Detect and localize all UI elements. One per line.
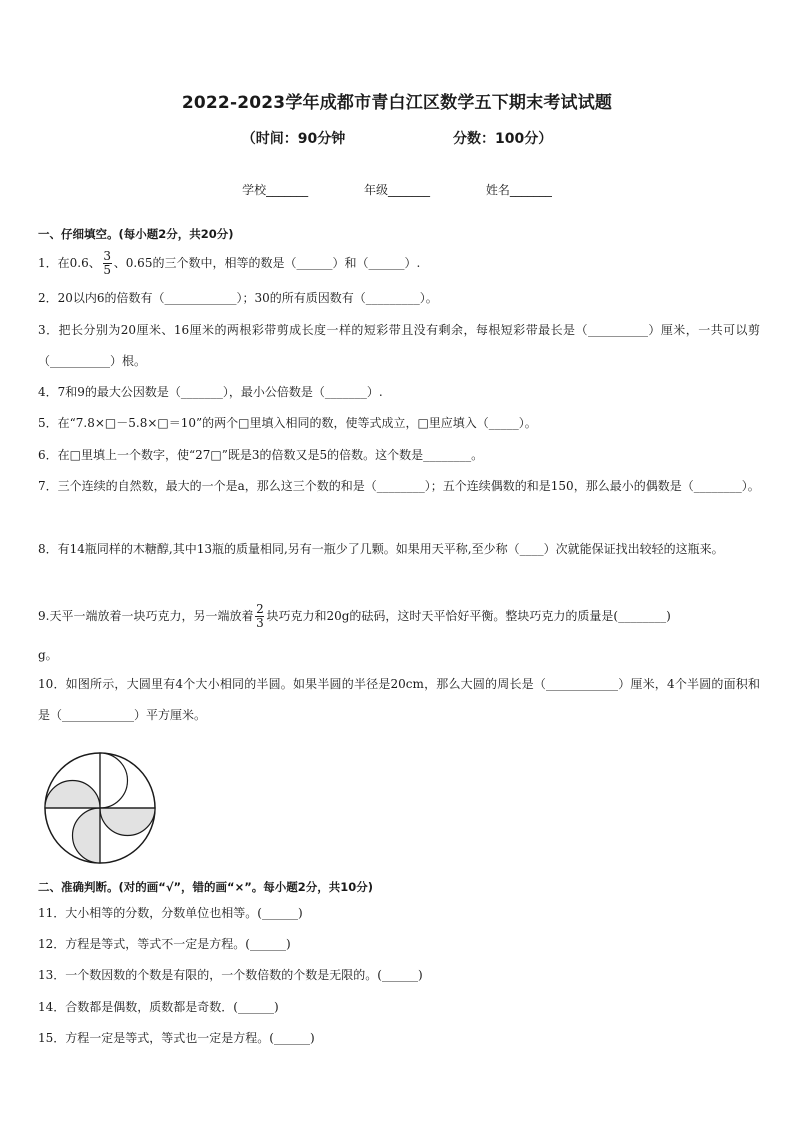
question-1-text-a: 1．在0.6、 — [38, 256, 101, 270]
question-10: 10．如图所示，大圆里有4个大小相同的半圆。如果半圆的半径是20cm，那么大圆的周长是（____________）厘米，4个半圆的面积和是（____________）平方厘米。 — [38, 677, 760, 722]
fraction-numerator: 3 — [103, 249, 112, 263]
exam-meta — [0, 128, 794, 148]
semicircle-bottom — [73, 808, 101, 863]
question-9-unit: g。 — [38, 648, 58, 662]
question-9-text-b: 块巧克力和20g的砝码，这时天平恰好平衡。整块巧克力的质量是(________) — [266, 609, 671, 623]
section-2-heading: 二、准确判断。(对的画“√”，错的画“×”。每小题2分，共10分) — [38, 880, 374, 894]
fraction-3-5 — [103, 250, 112, 277]
fraction-denominator: 3 — [256, 616, 264, 630]
fraction-2-3 — [255, 603, 264, 630]
question-5: 5．在“7.8×□－5.8×□＝10”的两个□里填入相同的数，使等式成立，□里应填入（_____）。 — [38, 416, 537, 430]
question-14: 14．合数都是偶数，质数都是奇数．(______) — [38, 1000, 279, 1014]
student-info-line — [0, 181, 794, 198]
question-1 — [38, 248, 760, 279]
question-1-text-b: 、0.65的三个数中，相等的数是（______）和（______）. — [113, 256, 421, 270]
question-12: 12．方程是等式，等式不一定是方程。(______) — [38, 937, 291, 951]
question-3: 3．把长分别为20厘米、16厘米的两根彩带剪成长度一样的短彩带且没有剩余，每根短彩带最长是（__________）厘米，一共可以剪（__________）根。 — [38, 323, 760, 368]
semicircle-left — [45, 781, 100, 808]
semicircle-right — [100, 808, 155, 836]
question-9-text-a: 9.天平一端放着一块巧克力，另一端放着 — [38, 609, 254, 623]
score-info: 分数：100分） — [453, 131, 553, 147]
section-1-heading: 一、仔细填空。(每小题2分，共20分) — [38, 227, 234, 241]
question-15: 15．方程一定是等式，等式也一定是方程。(______) — [38, 1031, 315, 1045]
circle-semicircles-figure — [40, 748, 160, 872]
name-field[interactable]: 姓名_______ — [485, 183, 552, 197]
question-13: 13．一个数因数的个数是有限的，一个数倍数的个数是无限的。(______) — [38, 968, 423, 982]
question-11: 11．大小相等的分数，分数单位也相等。(______) — [38, 906, 303, 920]
question-8: 8．有14瓶同样的木糖醇,其中13瓶的质量相同,另有一瓶少了几颗。如果用天平称,至少称（____）次就能保证找出较轻的这瓶来。 — [38, 542, 724, 556]
fraction-numerator: 2 — [256, 602, 264, 616]
fraction-denominator: 5 — [103, 263, 112, 277]
question-6: 6．在□里填上一个数字，使“27□”既是3的倍数又是5的倍数。这个数是________。 — [38, 448, 484, 462]
circle-diagram — [40, 748, 160, 868]
semicircle-top — [100, 753, 127, 808]
question-9 — [38, 601, 760, 632]
question-4: 4．7和9的最大公因数是（_______），最小公倍数是（_______）. — [38, 385, 383, 399]
question-7: 7．三个连续的自然数，最大的一个是a，那么这三个数的和是（________）；五个连续偶数的和是150，那么最小的偶数是（________）。 — [38, 479, 760, 493]
page-title: 2022-2023学年成都市青白江区数学五下期末考试试题 — [181, 93, 613, 113]
grade-field[interactable]: 年级_______ — [363, 183, 430, 197]
time-info: （时间：90分钟 — [241, 131, 346, 147]
school-field[interactable]: 学校_______ — [242, 183, 309, 197]
question-2: 2．20以内6的倍数有（____________）；30的所有质因数有（_________）。 — [38, 291, 438, 305]
